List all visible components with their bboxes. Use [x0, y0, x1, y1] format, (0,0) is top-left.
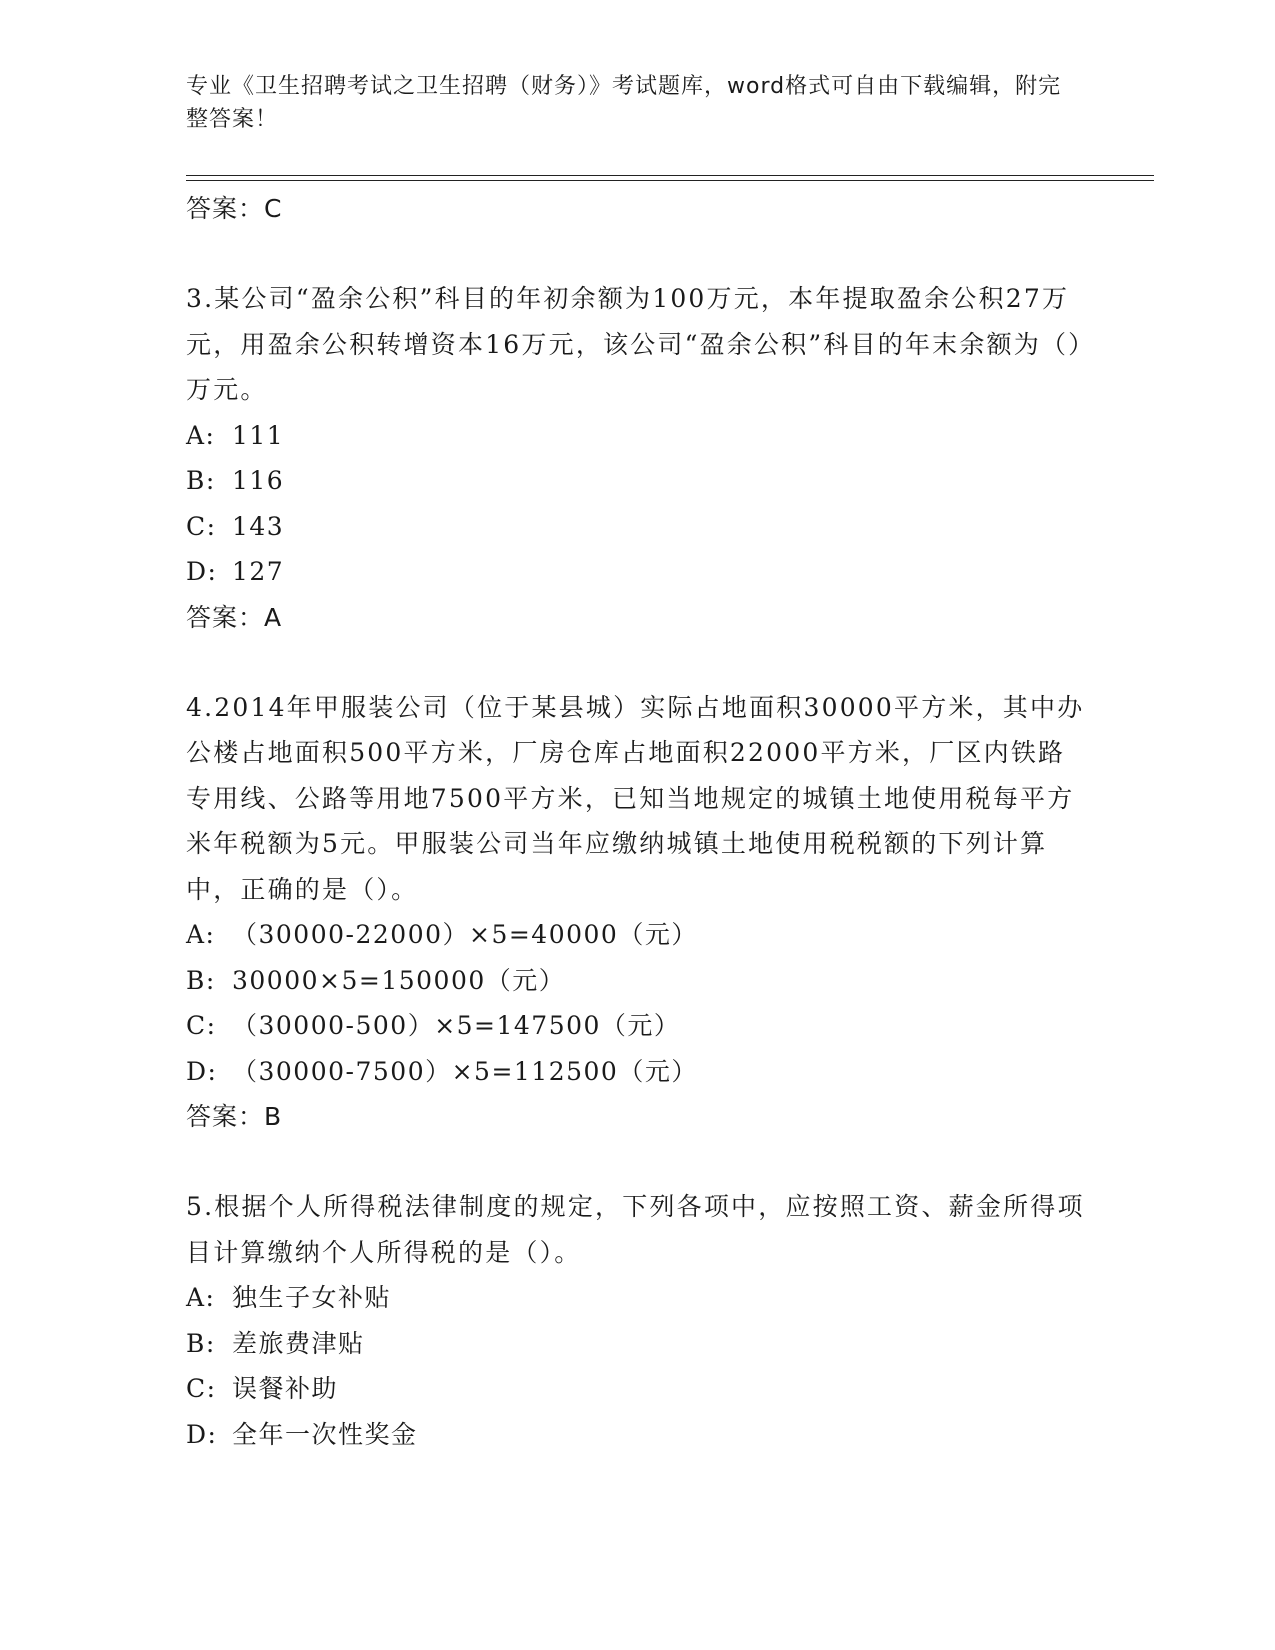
option-b — [186, 1321, 1086, 1367]
answer-line: 答案：C — [186, 194, 283, 223]
answer-line: 答案：A — [186, 602, 283, 632]
option-text: 116 — [232, 466, 285, 495]
document-header: 专业《卫生招聘考试之卫生招聘（财务）》考试题库，word格式可自由下载编辑，附完整答案！ — [186, 74, 1062, 132]
option-b — [186, 458, 1086, 504]
answer-line: 答案：B — [186, 1102, 283, 1131]
option-c — [186, 1003, 1086, 1049]
option-text: 误餐补助 — [232, 1374, 339, 1403]
option-label: D: — [186, 1419, 218, 1449]
option-label: C: — [186, 1374, 217, 1403]
header-rule-top — [186, 175, 1154, 176]
option-text: 111 — [232, 420, 285, 450]
option-a — [186, 1275, 1086, 1321]
option-label: B: — [186, 1328, 216, 1358]
option-label: A: — [186, 1283, 216, 1312]
question-3 — [186, 276, 1086, 640]
option-d — [186, 1412, 1086, 1458]
option-text: （30000-22000）×5=40000（元） — [232, 920, 698, 949]
option-a — [186, 912, 1086, 958]
question-stem: 5.根据个人所得税法律制度的规定，下列各项中，应按照工资、薪金所得项目计算缴纳个人所得税的是（）。 — [186, 1192, 1085, 1267]
option-label: B: — [186, 965, 216, 995]
header-rule-bottom — [186, 180, 1154, 181]
option-text: 143 — [232, 511, 285, 541]
option-d — [186, 549, 1086, 595]
question-5 — [186, 1184, 1086, 1457]
option-text: （30000-500）×5=147500（元） — [232, 1011, 681, 1040]
option-c — [186, 504, 1086, 550]
option-label: A: — [186, 920, 216, 949]
question-stem: 4.2014年甲服装公司（位于某县城）实际占地面积30000平方米，其中办公楼占地面积500平方米，厂房仓库占地面积22000平方米，厂区内铁路专用线、公路等用地7500平方米，已知当地规定的城镇土地使用税每平方米年税额为5元。甲服装公司当年应缴纳城镇土地使用税税额的下列计算中，正确的是（）。 — [186, 692, 1085, 904]
option-d — [186, 1049, 1086, 1095]
option-label: A: — [186, 420, 216, 450]
option-label: D: — [186, 557, 218, 586]
option-c — [186, 1366, 1086, 1412]
option-text: 30000×5=150000（元） — [232, 965, 566, 995]
option-text: （30000-7500）×5=112500（元） — [232, 1056, 698, 1086]
option-text: 独生子女补贴 — [232, 1283, 392, 1312]
question-4 — [186, 685, 1086, 1140]
option-b — [186, 958, 1086, 1004]
document-body — [186, 186, 1086, 1457]
option-label: B: — [186, 466, 216, 495]
option-a — [186, 413, 1086, 459]
option-text: 全年一次性奖金 — [232, 1419, 418, 1449]
option-label: C: — [186, 1011, 217, 1040]
option-label: D: — [186, 1056, 218, 1086]
option-text: 差旅费津贴 — [232, 1328, 365, 1358]
option-text: 127 — [232, 557, 285, 586]
question-stem: 3.某公司“盈余公积”科目的年初余额为100万元，本年提取盈余公积27万元，用盈余公积转增资本16万元，该公司“盈余公积”科目的年末余额为（）万元。 — [186, 284, 1083, 404]
option-label: C: — [186, 511, 217, 541]
